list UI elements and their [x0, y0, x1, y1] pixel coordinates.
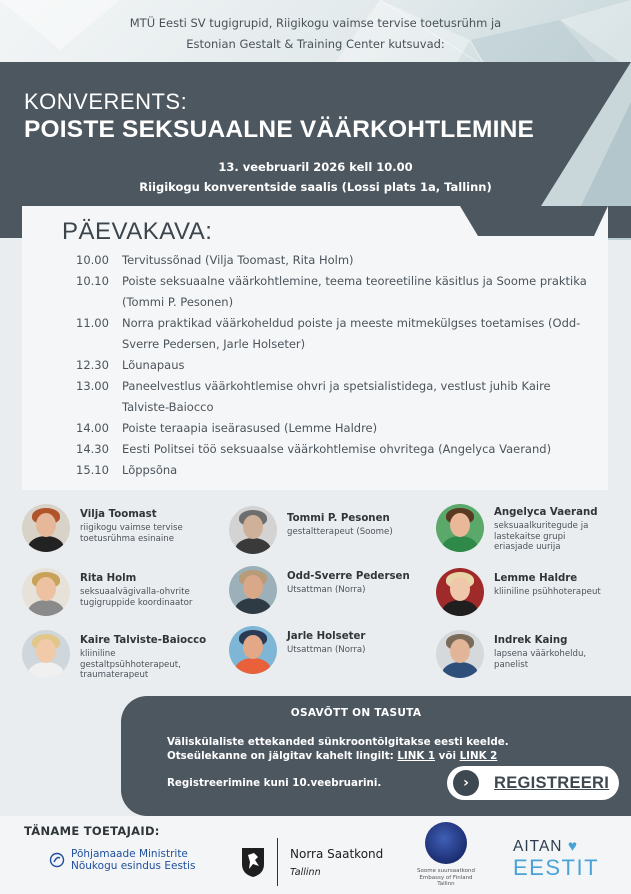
registration-panel	[121, 696, 631, 816]
avatar	[436, 504, 484, 552]
speaker-card	[229, 626, 417, 674]
registration-deadline: Registreerimine kuni 10.veebruarini.	[167, 777, 382, 789]
speaker-name: Tommi P. Pesonen	[287, 513, 390, 524]
translation-note: Väliskülaliste ettekanded sünkroontõlgitakse eesti keelde.	[167, 736, 509, 748]
speaker-card	[22, 568, 210, 616]
speaker-role: kliiniline psühhoterapeut	[494, 587, 601, 597]
avatar	[22, 504, 70, 552]
norway-lion-crest-icon	[239, 846, 267, 878]
event-venue: Riigikogu konverentside saalis (Lossi plats 1a, Tallinn)	[139, 180, 492, 194]
aitan-eestit-logo	[513, 838, 599, 880]
speaker-role: riigikogu vaimse tervise toetusrühma esinaine	[80, 523, 183, 544]
speaker-name: Vilja Toomast	[80, 509, 157, 520]
nordic-line-2: Nõukogu esindus Eestis	[71, 860, 196, 872]
organizers-intro	[0, 13, 631, 55]
free-participation-label: OSAVÕTT ON TASUTA	[290, 707, 422, 719]
agenda-item	[76, 355, 596, 376]
register-button[interactable]	[447, 766, 619, 800]
norway-name: Norra Saatkond	[290, 846, 384, 861]
agenda-time: 10.00	[76, 253, 109, 267]
norway-city: Tallinn	[290, 866, 321, 878]
conference-title: POISTE SEKSUAALNE VÄÄRKOHTLEMINE	[24, 116, 535, 143]
event-details	[0, 157, 631, 197]
nordic-council-logo	[49, 848, 195, 872]
agenda-panel	[22, 206, 608, 490]
intro-line-1: MTÜ Eesti SV tugigrupid, Riigikogu vaimse tervise toetusrühm ja	[129, 16, 502, 30]
speaker-card	[22, 630, 206, 681]
speaker-role: Utsattman (Norra)	[287, 645, 366, 655]
agenda-item	[76, 250, 596, 271]
stream-info	[167, 735, 509, 763]
speaker-name: Angelyca Vaerand	[494, 507, 598, 518]
speaker-role: lapsena väärkoheldu, panelist	[494, 649, 587, 670]
intro-line-2: Estonian Gestalt & Training Center kutsuvad:	[186, 37, 445, 51]
speaker-role: seksuaalkuritegude ja lastekaitse grupi eriasjade uurija	[494, 521, 589, 552]
event-date: 13. veebruaril 2026 kell 10.00	[218, 160, 413, 174]
agenda-text: Eesti Politsei töö seksuaalse väärkohtlemise ohvritega (Angelyca Vaerand)	[122, 442, 552, 456]
stream-or: või	[438, 750, 456, 762]
avatar	[22, 568, 70, 616]
chevron-right-icon: ›	[453, 770, 479, 796]
agenda-time: 13.00	[76, 379, 109, 393]
stream-prefix: Otseülekanne on jälgitav kahelt lingilt:	[167, 750, 394, 762]
agenda-text: Poiste teraapia iseärasused (Lemme Haldre)	[122, 421, 378, 435]
agenda-item	[76, 460, 596, 481]
speaker-name: Jarle Holseter	[287, 631, 366, 642]
speaker-name: Indrek Kaing	[494, 635, 568, 646]
nordic-line-1: Põhjamaade Ministrite	[71, 848, 188, 860]
finland-embassy-logo	[410, 822, 482, 888]
agenda-text: Norra praktikad väärkoheldud poiste ja meeste mitmekülgses toetamises (Odd-Sverre Pedersen, Jarle Holseter)	[122, 316, 581, 351]
avatar	[22, 630, 70, 678]
heart-icon: ♥	[567, 838, 579, 855]
agenda-text: Lõunapaus	[122, 358, 185, 372]
finland-line-3: Tallinn	[437, 881, 455, 887]
speaker-name: Odd-Sverre Pedersen	[287, 571, 410, 582]
aitan-bottom: EESTIT	[513, 855, 600, 880]
speaker-card	[436, 630, 604, 678]
speaker-role: Utsattman (Norra)	[287, 585, 366, 595]
agenda-heading: PÄEVAKAVA:	[62, 218, 213, 245]
speaker-role: kliiniline gestaltpsühhoterapeut, traumaterapeut	[80, 649, 181, 680]
agenda-text: Paneelvestlus väärkohtlemise ohvri ja spetsialistidega, vestlust juhib Kaire Talviste-Baiocco	[122, 379, 551, 414]
agenda-item	[76, 313, 596, 355]
speaker-card	[229, 566, 417, 614]
speaker-card	[436, 568, 604, 616]
sponsors-footer	[0, 816, 631, 894]
agenda-time: 14.30	[76, 442, 109, 456]
conference-pretitle: KONVERENTS:	[24, 89, 188, 114]
norway-embassy-logo	[239, 838, 383, 886]
sponsors-heading: TÄNAME TOETAJAID:	[24, 824, 160, 838]
agenda-list	[76, 250, 596, 481]
swan-icon	[49, 852, 65, 868]
stream-link-2[interactable]: LINK 2	[459, 750, 498, 762]
agenda-text: Tervitussõnad (Vilja Toomast, Rita Holm)	[122, 253, 354, 267]
avatar	[229, 506, 277, 554]
aitan-top: AITAN	[513, 838, 563, 855]
agenda-text: Poiste seksuaalne väärkohtlemine, teema teoreetiline käsitlus ja Soome praktika (Tommi P. Pesonen)	[122, 274, 587, 309]
speaker-card	[229, 506, 417, 554]
agenda-time: 10.10	[76, 274, 109, 288]
agenda-item	[76, 271, 596, 313]
speaker-role: gestaltterapeut (Soome)	[287, 527, 393, 537]
agenda-time: 11.00	[76, 316, 109, 330]
finland-seal-icon	[425, 822, 467, 864]
avatar	[229, 566, 277, 614]
agenda-corner-accent	[460, 206, 608, 236]
speaker-name: Lemme Haldre	[494, 573, 578, 584]
finland-line-2: Embassy of Finland	[419, 874, 473, 881]
avatar	[229, 626, 277, 674]
agenda-item	[76, 418, 596, 439]
avatar	[436, 630, 484, 678]
speaker-card	[22, 504, 190, 552]
agenda-item	[76, 439, 596, 460]
finland-line-1: Soome suursaatkond	[417, 868, 475, 874]
agenda-item	[76, 376, 596, 418]
speaker-name: Rita Holm	[80, 573, 137, 584]
register-button-label: REGISTREERI	[494, 773, 610, 792]
hero-corner-cut	[541, 62, 631, 206]
avatar	[436, 568, 484, 616]
speaker-card	[436, 504, 604, 553]
agenda-text: Lõppsõna	[122, 463, 178, 477]
agenda-time: 12.30	[76, 358, 109, 372]
speaker-role: seksuaalvägivalla-ohvrite tugigruppide koordinaator	[80, 587, 193, 608]
stream-link-1[interactable]: LINK 1	[397, 750, 436, 762]
agenda-time: 15.10	[76, 463, 109, 477]
speaker-name: Kaire Talviste-Baiocco	[80, 635, 207, 646]
agenda-time: 14.00	[76, 421, 109, 435]
